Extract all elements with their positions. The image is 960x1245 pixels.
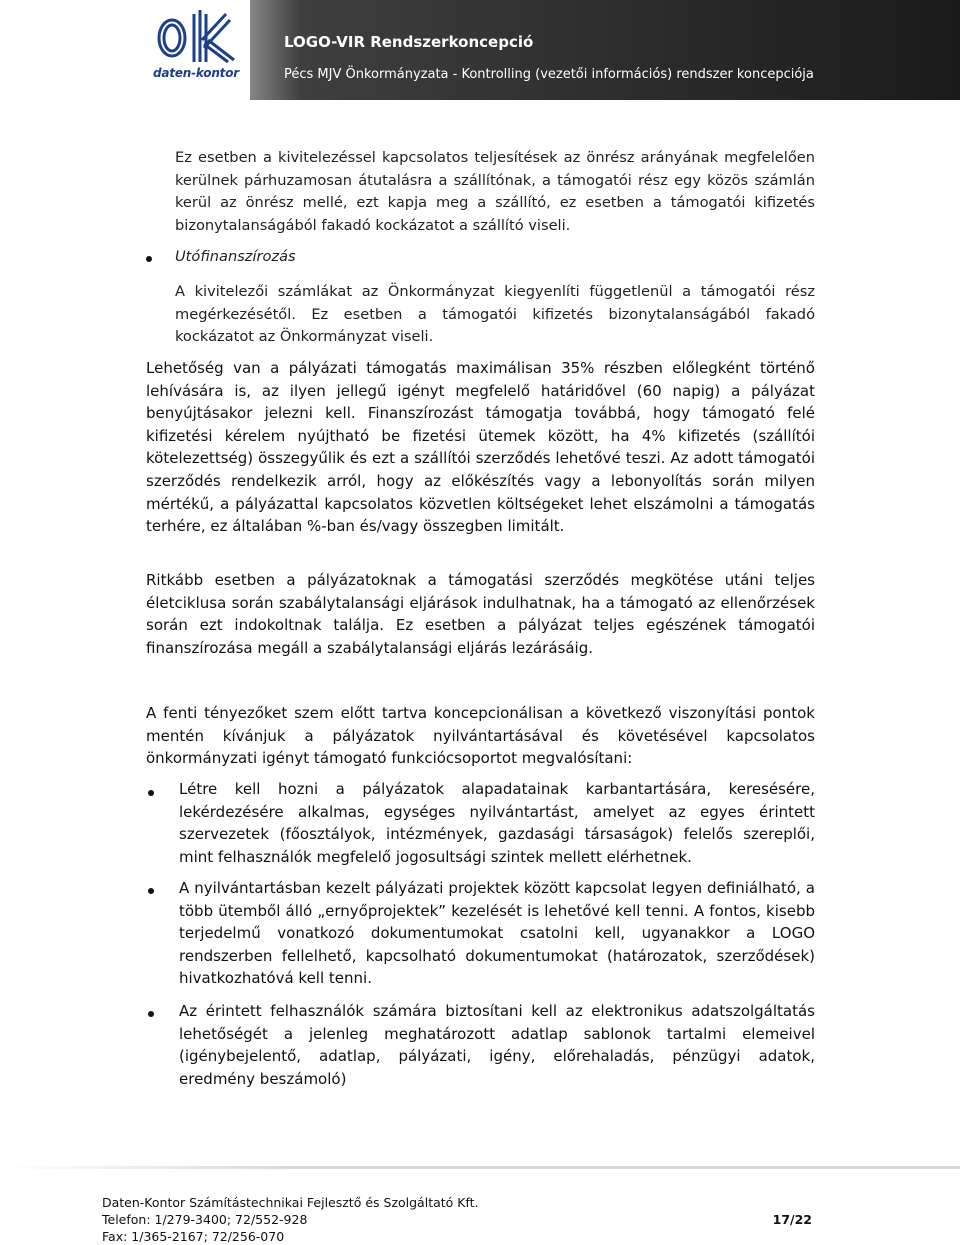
bullet-icon (148, 1011, 154, 1017)
intro-paragraph: Ez esetben a kivitelezéssel kapcsolatos teljesítések az önrész arányának megfelelően kerülnek párhuzamosan átutalásra a szállítónak, a támogatói rész egy közös számlán kerül az önrész mellé, ezt kapja meg a szállító, ez esetben a támogatói kifizetés bizonytalanságából fakadó kockázatot a szállító viseli. (175, 149, 815, 234)
list-item: Az érintett felhasználók számára biztosítani kell az elektronikus adatszolgáltatás lehetőségét a jelenleg meghatározott adatlap sablonok tartalmi elemeivel (igénybejelentő, adatlap, pályázati, igény, előrehaladás, pénzügyi adatok, eredmény beszámoló) (179, 1002, 815, 1088)
bullet-icon (146, 256, 152, 262)
list-item: A nyilvántartásban kezelt pályázati projektek között kapcsolat legyen definiálható, a több ütemből álló „ernyőprojektek” kezelését is lehetővé kell tenni. A fontos, kisebb terjedelmű vonatkozó dokumentumokat csatolni kell, ugyanakkor a LOGO rendszerben fellelhető, kapcsolható dokumentumokat (határozatok, szerződések) hivatkozhatóvá kell tenni. (179, 879, 815, 988)
post-financing-text: A kivitelezői számlákat az Önkormányzat kiegyenlíti függetlenül a támogatói rész megérkezésétől. Ez esetben a támogatói kifizetés bizonytalanságából fakadó kockázatot az Önkormányzat viseli. (175, 283, 815, 346)
document-subtitle: Pécs MJV Önkormányzata - Kontrolling (vezetői információs) rendszer koncepciója (284, 67, 814, 82)
bullet-icon (148, 790, 154, 796)
footer-phone: Telefon: 1/279-3400; 72/552-928 (102, 1212, 308, 1227)
bullet-icon (148, 888, 154, 894)
irregularity-paragraph: Ritkább esetben a pályázatoknak a támogatási szerződés megkötése utáni teljes életciklusa során szabálytalansági eljárások indulhatnak, ha a támogató az ellenőrzések során ezt indokoltnak találja. Ez esetben a pályázat teljes egészének támogatói finanszírozása megáll a szabálytalansági eljárás lezárásáig. (146, 571, 815, 657)
footer-company: Daten-Kontor Számítástechnikai Fejlesztő és Szolgáltató Kft. (102, 1195, 479, 1210)
company-logo (142, 0, 250, 100)
page-header (0, 0, 960, 100)
logo-caption: daten-kontor (153, 66, 239, 80)
document-title: LOGO-VIR Rendszerkoncepció (284, 33, 534, 51)
footer-rule (0, 1166, 960, 1169)
post-financing-label: Utófinanszírozás (175, 248, 296, 265)
list-item: Létre kell hozni a pályázatok alapadatainak karbantartására, keresésére, lekérdezésére alkalmas, egységes nyilvántartást, amelyet az egyes érintett szervezetek (főosztályok, intézmények, gazdasági társaságok) felelős szereplői, mint felhasználók megfelelő jogosultsági szintek mellett elérhetnek. (179, 780, 815, 866)
ok-logo-icon (142, 0, 250, 100)
page-footer (102, 1194, 812, 1245)
footer-fax: Fax: 1/365-2167; 72/256-070 (102, 1229, 285, 1244)
concept-paragraph: A fenti tényezőket szem előtt tartva koncepcionálisan a következő viszonyítási pontok mentén kívánjuk a pályázatok nyilvántartásával és követésével kapcsolatos önkormányzati igényt támogató funkciócsoportot megvalósítani: (146, 704, 815, 768)
page-number: 17/22 (772, 1212, 812, 1227)
advance-paragraph: Lehetőség van a pályázati támogatás maximálisan 35% részben előlegként történő lehívására is, az ilyen jellegű igényt megfelelő határidővel (60 napig) a pályázat benyújtásakor jelezni kell. Finanszírozást támogatja továbbá, hogy támogató felé kifizetési kérelem nyújtható be fizetési ütemek között, ha 4% kifizetés (szállítói kötelezettség) összegyűlik és ezt a szállítói szerződés lehetővé teszi. Az adott támogatói szerződés rendelkezik arról, hogy az előkészítés vagy a lebonyolítás során milyen mértékű, a pályázattal kapcsolatos közvetlen költségeket lehet elszámolni a támogatás terhére, ez általában %-ban és/vagy összegben limitált. (146, 359, 815, 536)
